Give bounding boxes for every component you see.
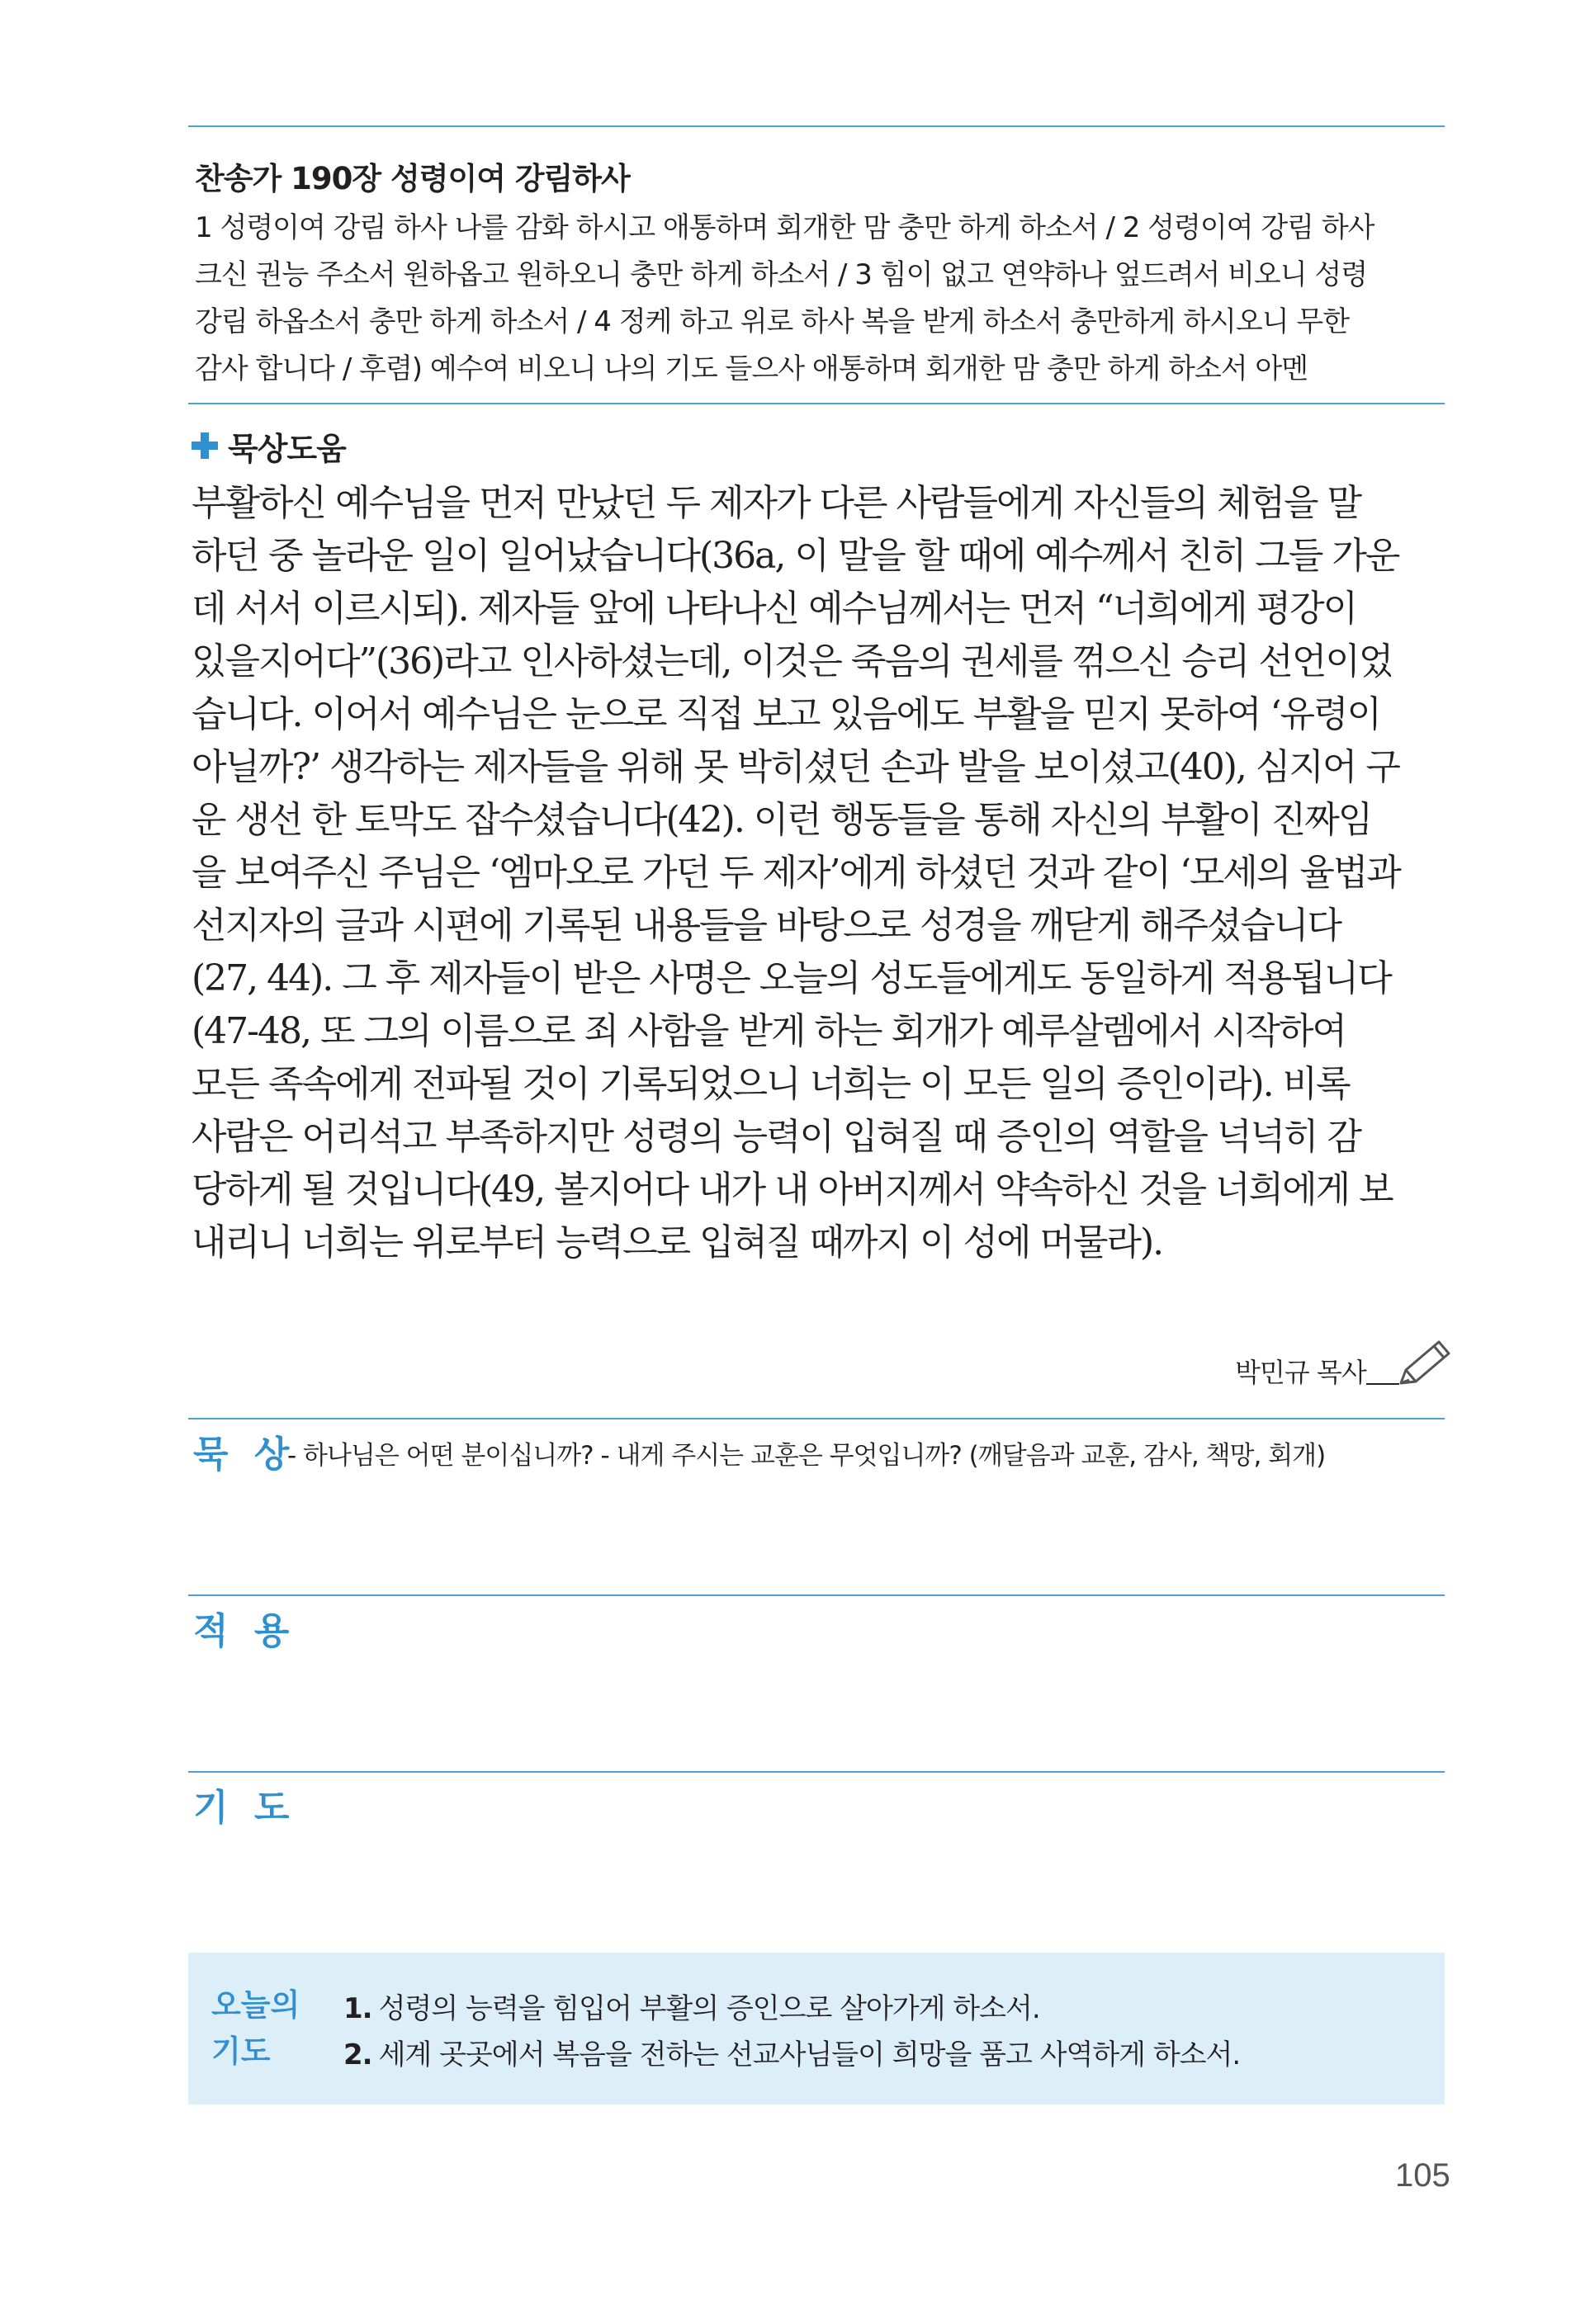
body-line: 데 서서 이르시되). 제자들 앞에 나타나신 예수님께서는 먼저 “너희에게 평강이 xyxy=(192,588,1357,630)
prayer-item xyxy=(343,1986,1240,2032)
body-line: 당하게 될 것입니다(49, 볼지어다 내가 내 아버지께서 약속하신 것을 너희에게 보 xyxy=(192,1169,1393,1211)
meditation-guide: - 하나님은 어떤 분이십니까? - 내게 주시는 교훈은 무엇입니까? (깨달음과 교훈, 감사, 책망, 회개) xyxy=(287,1441,1326,1471)
body-line: 있을지어다”(36)라고 인사하셨는데, 이것은 죽음의 권세를 꺾으신 승리 선언이었 xyxy=(192,640,1393,683)
body-line: 을 보여주신 주님은 ‘엠마오로 가던 두 제자’에게 하셨던 것과 같이 ‘모세의 율법과 xyxy=(192,852,1400,894)
today-prayer-list xyxy=(343,1986,1240,2078)
hymn-line: 강림 하옵소서 충만 하게 하소서 / 4 정케 하고 위로 하사 복을 받게 하소서 충만하게 하시오니 무한 xyxy=(195,305,1350,338)
body-line: 선지자의 글과 시편에 기록된 내용들을 바탕으로 성경을 깨닫게 해주셨습니다 xyxy=(192,905,1341,947)
body-line: 모든 족속에게 전파될 것이 기록되었으니 너희는 이 모든 일의 증인이라). 비록 xyxy=(192,1063,1350,1105)
meditation-help-title: 묵상도움 xyxy=(228,430,346,467)
today-prayer-box xyxy=(188,1953,1445,2104)
body-line: 사람은 어리석고 부족하지만 성령의 능력이 입혀질 때 증인의 역할을 넉넉히 감 xyxy=(192,1116,1360,1158)
meditation-help-body xyxy=(192,477,1446,1269)
application-divider xyxy=(188,1594,1445,1596)
body-line: (47-48, 또 그의 이름으로 죄 사함을 받게 하는 회개가 예루살렘에서 시작하여 xyxy=(192,1010,1346,1052)
prayer-item-number: 2. xyxy=(343,2038,372,2071)
hymn-title: 찬송가 190장 성령이여 강림하사 xyxy=(195,161,630,196)
body-line: 습니다. 이어서 예수님은 눈으로 직접 보고 있음에도 부활을 믿지 못하여 ‘유령이 xyxy=(192,693,1380,735)
prayer-item-text: 세계 곳곳에서 복음을 전하는 선교사님들이 희망을 품고 사역하게 하소서. xyxy=(378,2038,1241,2071)
meditation-label: 묵 상 xyxy=(193,1434,296,1476)
hymn-lyrics xyxy=(195,205,1441,393)
today-prayer-label-line: 기도 xyxy=(211,2034,271,2069)
body-line: (27, 44). 그 후 제자들이 받은 사명은 오늘의 성도들에게도 동일하게 적용됩니다 xyxy=(192,957,1391,999)
pencil-icon xyxy=(1394,1339,1459,1390)
prayer-label: 기 도 xyxy=(193,1787,296,1829)
today-prayer-label-line: 오늘의 xyxy=(211,1987,300,2023)
hymn-line: 크신 권능 주소서 원하옵고 원하오니 충만 하게 하소서 / 3 힘이 없고 연약하나 엎드려서 비오니 성령 xyxy=(195,258,1368,291)
hymn-line: 1 성령이여 강림 하사 나를 감화 하시고 애통하며 회개한 맘 충만 하게 하소서 / 2 성령이여 강림 하사 xyxy=(195,211,1374,244)
prayer-item-number: 1. xyxy=(343,1992,372,2025)
body-line: 운 생선 한 토막도 잡수셨습니다(42). 이런 행동들을 통해 자신의 부활이 진짜임 xyxy=(192,799,1372,841)
body-line: 하던 중 놀라운 일이 일어났습니다(36a, 이 말을 할 때에 예수께서 친히 그들 가운 xyxy=(192,535,1399,577)
page-number: 105 xyxy=(1395,2157,1450,2194)
top-divider xyxy=(188,125,1445,127)
prayer-divider xyxy=(188,1771,1445,1773)
prayer-item-text: 성령의 능력을 힘입어 부활의 증인으로 살아가게 하소서. xyxy=(378,1992,1040,2025)
meditation-help-heading xyxy=(192,423,346,469)
plus-icon xyxy=(192,432,218,459)
body-line: 아닐까?’ 생각하는 제자들을 위해 못 박히셨던 손과 발을 보이셨고(40), 심지어 구 xyxy=(192,746,1399,788)
today-prayer-label xyxy=(211,1982,310,2075)
hymn-divider xyxy=(188,403,1445,404)
prayer-item xyxy=(343,2032,1240,2078)
body-line: 부활하신 예수님을 먼저 만났던 두 제자가 다른 사람들에게 자신들의 체험을 말 xyxy=(192,482,1360,524)
hymn-line: 감사 합니다 / 후렴) 예수여 비오니 나의 기도 들으사 애통하며 회개한 맘 충만 하게 하소서 아멘 xyxy=(195,352,1308,385)
author-name: 박민규 목사 xyxy=(1235,1357,1366,1388)
body-line: 내리니 너희는 위로부터 능력으로 입혀질 때까지 이 성에 머물라). xyxy=(192,1221,1163,1264)
application-label: 적 용 xyxy=(193,1610,296,1652)
author-signature xyxy=(1235,1350,1459,1390)
meditation-divider xyxy=(188,1418,1445,1419)
